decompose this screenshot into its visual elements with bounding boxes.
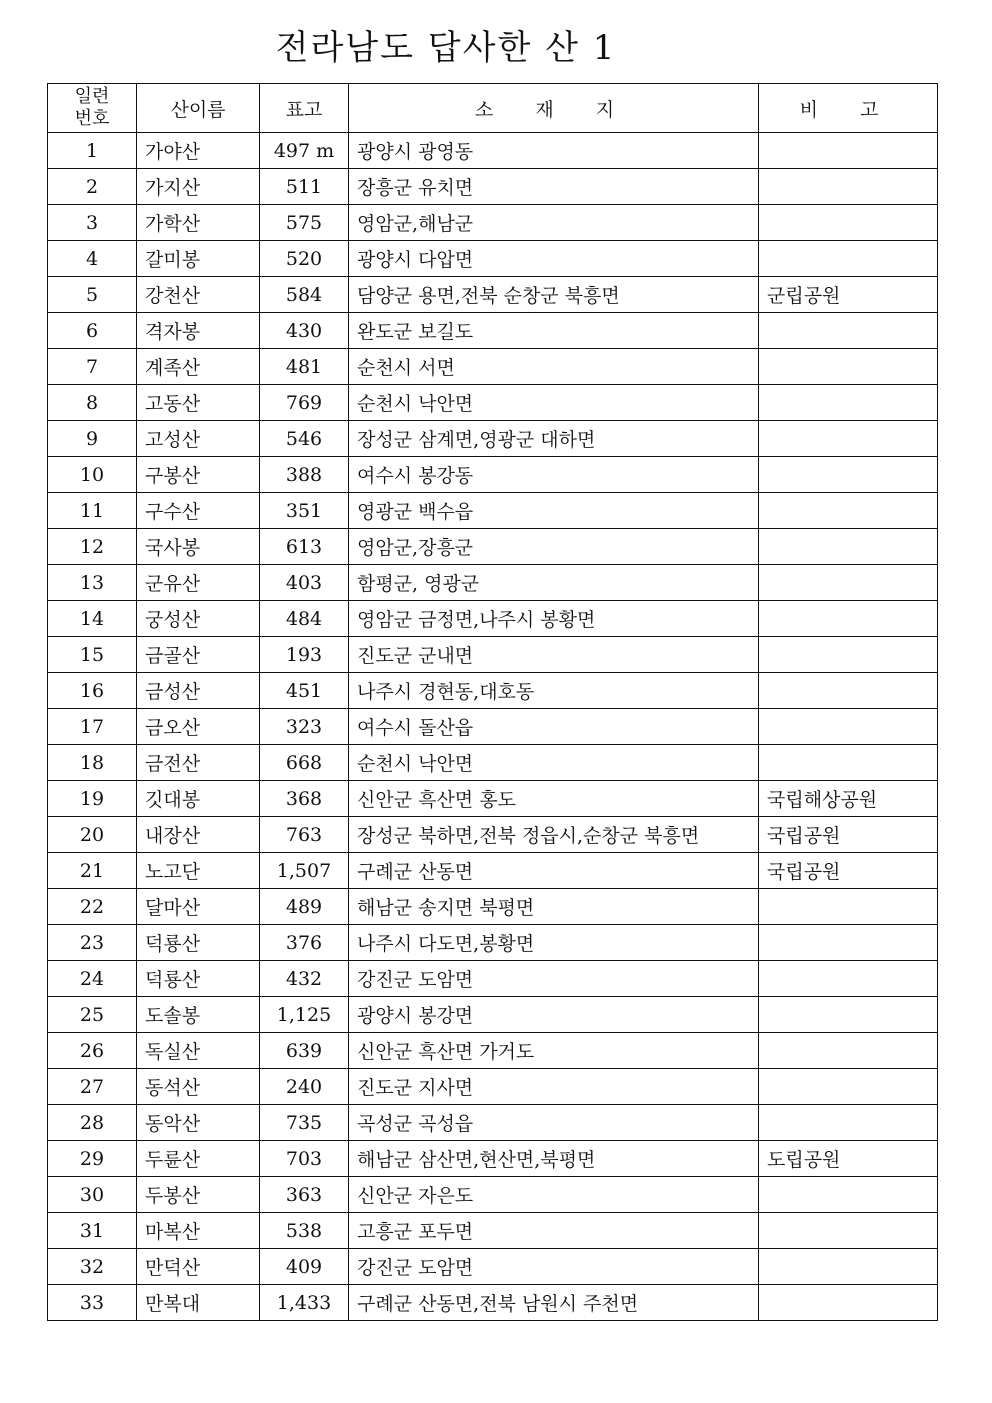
cell-number: 29 [48,1141,137,1177]
cell-number: 31 [48,1213,137,1249]
mountains-table [47,83,938,1321]
cell-number: 16 [48,673,137,709]
cell-altitude: 668 [260,745,349,781]
cell-altitude: 735 [260,1105,349,1141]
cell-altitude: 376 [260,925,349,961]
header-serial-line1: 일련 [74,86,110,107]
cell-location: 곡성군 곡성읍 [349,1105,759,1141]
cell-mountain-name: 가학산 [137,205,260,241]
cell-note: 군립공원 [759,277,938,313]
header-serial-number [48,84,137,133]
cell-location: 순천시 서면 [349,349,759,385]
cell-altitude: 769 [260,385,349,421]
cell-location: 영광군 백수읍 [349,493,759,529]
cell-number: 17 [48,709,137,745]
cell-mountain-name: 구봉산 [137,457,260,493]
cell-note: 국립공원 [759,817,938,853]
cell-location: 강진군 도암면 [349,961,759,997]
table-row [48,457,938,493]
cell-altitude: 511 [260,169,349,205]
cell-location: 나주시 경현동,대호동 [349,673,759,709]
cell-location: 고흥군 포두면 [349,1213,759,1249]
cell-altitude: 481 [260,349,349,385]
table-row [48,529,938,565]
cell-mountain-name: 갈미봉 [137,241,260,277]
cell-location: 담양군 용면,전북 순창군 북흥면 [349,277,759,313]
table-row [48,1285,938,1321]
cell-number: 14 [48,601,137,637]
cell-mountain-name: 금오산 [137,709,260,745]
table-row [48,241,938,277]
cell-mountain-name: 가야산 [137,133,260,169]
cell-note [759,457,938,493]
cell-mountain-name: 마복산 [137,1213,260,1249]
table-row [48,1105,938,1141]
cell-number: 5 [48,277,137,313]
cell-note [759,997,938,1033]
cell-location: 여수시 봉강동 [349,457,759,493]
cell-altitude: 497 m [260,133,349,169]
cell-location: 함평군, 영광군 [349,565,759,601]
cell-location: 순천시 낙안면 [349,385,759,421]
table-row [48,277,938,313]
cell-note [759,349,938,385]
cell-mountain-name: 만덕산 [137,1249,260,1285]
cell-number: 10 [48,457,137,493]
cell-location: 강진군 도암면 [349,1249,759,1285]
header-serial-line2: 번호 [74,108,110,129]
cell-altitude: 409 [260,1249,349,1285]
cell-mountain-name: 구수산 [137,493,260,529]
cell-note [759,1033,938,1069]
cell-mountain-name: 강천산 [137,277,260,313]
cell-altitude: 432 [260,961,349,997]
cell-location: 영암군,장흥군 [349,529,759,565]
cell-number: 13 [48,565,137,601]
table-row [48,1213,938,1249]
cell-mountain-name: 두봉산 [137,1177,260,1213]
cell-mountain-name: 군유산 [137,565,260,601]
cell-altitude: 388 [260,457,349,493]
cell-location: 해남군 삼산면,현산면,북평면 [349,1141,759,1177]
cell-mountain-name: 금성산 [137,673,260,709]
header-location: 소 재 지 [349,84,759,133]
cell-number: 32 [48,1249,137,1285]
page-title: 전라남도 답사한 산 1 [275,28,617,68]
cell-altitude: 520 [260,241,349,277]
cell-number: 30 [48,1177,137,1213]
table-row [48,961,938,997]
cell-number: 12 [48,529,137,565]
table-row [48,673,938,709]
cell-altitude: 363 [260,1177,349,1213]
cell-altitude: 368 [260,781,349,817]
cell-note [759,889,938,925]
table-row [48,1177,938,1213]
cell-note [759,385,938,421]
cell-altitude: 1,507 [260,853,349,889]
cell-altitude: 430 [260,313,349,349]
cell-note [759,133,938,169]
cell-altitude: 584 [260,277,349,313]
cell-mountain-name: 덕룡산 [137,961,260,997]
cell-altitude: 489 [260,889,349,925]
cell-note [759,925,938,961]
cell-note [759,673,938,709]
cell-note [759,421,938,457]
cell-note [759,1213,938,1249]
cell-note [759,205,938,241]
cell-mountain-name: 덕룡산 [137,925,260,961]
cell-number: 6 [48,313,137,349]
cell-location: 신안군 흑산면 가거도 [349,1033,759,1069]
cell-altitude: 703 [260,1141,349,1177]
cell-note [759,961,938,997]
cell-mountain-name: 만복대 [137,1285,260,1321]
cell-location: 완도군 보길도 [349,313,759,349]
cell-location: 광양시 광영동 [349,133,759,169]
cell-number: 25 [48,997,137,1033]
cell-altitude: 575 [260,205,349,241]
cell-mountain-name: 고성산 [137,421,260,457]
cell-number: 18 [48,745,137,781]
table-row [48,817,938,853]
cell-altitude: 351 [260,493,349,529]
table-header-row [48,84,938,133]
cell-altitude: 484 [260,601,349,637]
cell-note: 도립공원 [759,1141,938,1177]
cell-note [759,1285,938,1321]
header-altitude: 표고 [260,84,349,133]
cell-number: 9 [48,421,137,457]
cell-note [759,169,938,205]
cell-location: 신안군 자은도 [349,1177,759,1213]
cell-mountain-name: 도솔봉 [137,997,260,1033]
cell-mountain-name: 격자봉 [137,313,260,349]
cell-location: 진도군 지사면 [349,1069,759,1105]
table-row [48,421,938,457]
table-row [48,853,938,889]
cell-note [759,565,938,601]
cell-number: 19 [48,781,137,817]
cell-number: 23 [48,925,137,961]
cell-note [759,637,938,673]
header-mountain-name: 산이름 [137,84,260,133]
cell-note [759,313,938,349]
table-row [48,313,938,349]
table-row [48,133,938,169]
cell-altitude: 538 [260,1213,349,1249]
cell-number: 28 [48,1105,137,1141]
cell-location: 장흥군 유치면 [349,169,759,205]
cell-altitude: 1,125 [260,997,349,1033]
table-row [48,205,938,241]
table-row [48,925,938,961]
cell-location: 순천시 낙안면 [349,745,759,781]
table-row [48,349,938,385]
cell-mountain-name: 노고단 [137,853,260,889]
cell-number: 26 [48,1033,137,1069]
cell-altitude: 240 [260,1069,349,1105]
table-row [48,709,938,745]
table-row [48,745,938,781]
cell-note [759,241,938,277]
cell-number: 15 [48,637,137,673]
cell-number: 8 [48,385,137,421]
cell-location: 나주시 다도면,봉황면 [349,925,759,961]
cell-note [759,601,938,637]
cell-altitude: 403 [260,565,349,601]
cell-altitude: 763 [260,817,349,853]
cell-altitude: 451 [260,673,349,709]
cell-mountain-name: 국사봉 [137,529,260,565]
table-row [48,781,938,817]
cell-location: 장성군 북하면,전북 정읍시,순창군 북흥면 [349,817,759,853]
header-note: 비 고 [759,84,938,133]
cell-mountain-name: 동석산 [137,1069,260,1105]
cell-location: 광양시 다압면 [349,241,759,277]
cell-altitude: 193 [260,637,349,673]
cell-mountain-name: 깃대봉 [137,781,260,817]
cell-altitude: 1,433 [260,1285,349,1321]
cell-note [759,529,938,565]
cell-location: 여수시 돌산읍 [349,709,759,745]
cell-mountain-name: 가지산 [137,169,260,205]
cell-mountain-name: 동악산 [137,1105,260,1141]
cell-location: 진도군 군내면 [349,637,759,673]
cell-number: 21 [48,853,137,889]
cell-altitude: 546 [260,421,349,457]
cell-note: 국립공원 [759,853,938,889]
table-row [48,565,938,601]
table-row [48,1033,938,1069]
cell-altitude: 613 [260,529,349,565]
cell-note [759,1177,938,1213]
table-row [48,1141,938,1177]
cell-location: 영암군 금정면,나주시 봉황면 [349,601,759,637]
cell-number: 20 [48,817,137,853]
cell-location: 해남군 송지면 북평면 [349,889,759,925]
cell-location: 장성군 삼계면,영광군 대하면 [349,421,759,457]
cell-number: 7 [48,349,137,385]
cell-altitude: 639 [260,1033,349,1069]
table-row [48,1069,938,1105]
cell-mountain-name: 금골산 [137,637,260,673]
cell-number: 27 [48,1069,137,1105]
cell-number: 33 [48,1285,137,1321]
table-row [48,493,938,529]
cell-number: 11 [48,493,137,529]
cell-note [759,493,938,529]
cell-number: 2 [48,169,137,205]
cell-mountain-name: 내장산 [137,817,260,853]
cell-number: 3 [48,205,137,241]
cell-note [759,709,938,745]
table-row [48,889,938,925]
cell-number: 1 [48,133,137,169]
table-row [48,169,938,205]
cell-mountain-name: 계족산 [137,349,260,385]
table-body [48,133,938,1321]
cell-mountain-name: 궁성산 [137,601,260,637]
table-row [48,385,938,421]
cell-mountain-name: 금전산 [137,745,260,781]
table-row [48,997,938,1033]
cell-location: 신안군 흑산면 홍도 [349,781,759,817]
cell-location: 광양시 봉강면 [349,997,759,1033]
cell-mountain-name: 독실산 [137,1033,260,1069]
cell-note [759,1069,938,1105]
cell-note [759,1249,938,1285]
cell-location: 영암군,해남군 [349,205,759,241]
cell-number: 22 [48,889,137,925]
cell-location: 구례군 산동면,전북 남원시 주천면 [349,1285,759,1321]
cell-note [759,1105,938,1141]
cell-note [759,745,938,781]
cell-note: 국립해상공원 [759,781,938,817]
cell-mountain-name: 고동산 [137,385,260,421]
cell-altitude: 323 [260,709,349,745]
cell-mountain-name: 두륜산 [137,1141,260,1177]
table-row [48,601,938,637]
cell-number: 4 [48,241,137,277]
table-row [48,637,938,673]
cell-mountain-name: 달마산 [137,889,260,925]
cell-location: 구례군 산동면 [349,853,759,889]
table-row [48,1249,938,1285]
cell-number: 24 [48,961,137,997]
